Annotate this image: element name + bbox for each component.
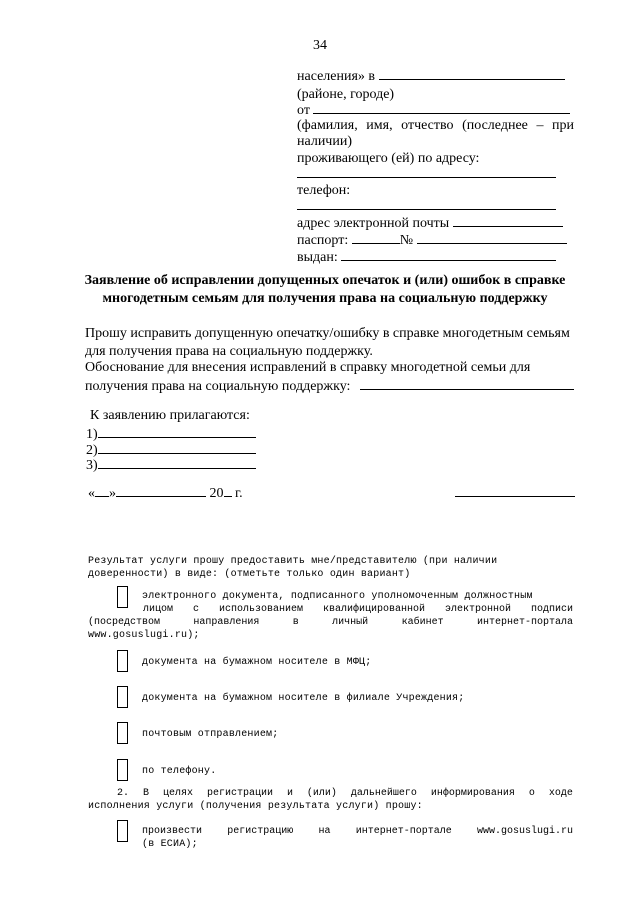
- label-word: лицом: [143, 604, 174, 615]
- intro-word: информирования: [430, 788, 515, 799]
- from-label: от: [297, 103, 310, 118]
- from-input-line[interactable]: [313, 100, 570, 114]
- registration-intro-line: [117, 788, 573, 799]
- label-word: электронной: [444, 604, 511, 615]
- phone-input-line[interactable]: [297, 209, 556, 210]
- attachment-index: 3): [86, 458, 98, 473]
- phone-label: телефон:: [297, 183, 351, 198]
- district-hint: (районе, городе): [297, 87, 395, 102]
- attachment-input-line[interactable]: [98, 440, 256, 454]
- registration-intro-line: исполнения услуги (получения результата услуги) прошу:: [88, 801, 423, 812]
- from-field-row: [297, 100, 570, 119]
- fio-hint-end: наличии): [297, 134, 352, 149]
- email-input-line[interactable]: [453, 213, 563, 227]
- intro-word: В: [142, 788, 149, 799]
- date-year-prefix: 20: [209, 486, 224, 501]
- label-word: использованием: [218, 604, 303, 615]
- fio-hint-line: [297, 118, 574, 134]
- label-word: регистрацию: [227, 826, 294, 837]
- issued-field-row: [297, 247, 556, 266]
- label-word: на: [318, 826, 331, 837]
- intro-word: и: [286, 788, 293, 799]
- attachments-heading: К заявлению прилагаются:: [90, 408, 250, 423]
- date-year-line[interactable]: [224, 483, 232, 497]
- locality-label: населения» в: [297, 69, 376, 84]
- register-esia-label-end: (в ЕСИА);: [142, 839, 198, 850]
- fio-hint-word: (последнее: [462, 118, 528, 133]
- locality-field-row: [297, 66, 565, 85]
- result-mfc-checkbox[interactable]: [117, 650, 128, 672]
- label-word: направления: [193, 617, 260, 628]
- label-word: кабинет: [401, 617, 444, 628]
- result-intro-line: Результат услуги прошу предоставить мне/представителю (при наличии: [88, 556, 498, 567]
- justification-input-line[interactable]: [360, 376, 574, 390]
- document-title-line: многодетным семьям для получения права на социальную поддержку: [102, 291, 548, 306]
- date-row: [88, 483, 243, 502]
- passport-number-sign: №: [399, 233, 414, 248]
- label-word: www.gosuslugi.ru: [476, 826, 573, 837]
- justification-field-row: [85, 376, 574, 395]
- fio-hint-word: (фамилия,: [297, 118, 358, 133]
- attachment-index: 2): [86, 443, 98, 458]
- label-word: в: [292, 617, 299, 628]
- label-word: с: [192, 604, 199, 615]
- register-esia-label-line: [142, 826, 573, 837]
- passport-label: паспорт:: [297, 233, 349, 248]
- result-electronic-label-line: [88, 617, 573, 628]
- request-line: Прошу исправить допущенную опечатку/ошибку в справке многодетным семьям: [85, 326, 570, 341]
- intro-word: ходе: [548, 788, 573, 799]
- result-intro-line: доверенности) в виде: (отметьте только один вариант): [88, 569, 411, 580]
- email-label: адрес электронной почты: [297, 216, 450, 231]
- attachment-input-line[interactable]: [98, 455, 256, 469]
- issued-label: выдан:: [297, 250, 338, 265]
- attachment-input-line[interactable]: [98, 424, 256, 438]
- label-word: подписи: [530, 604, 573, 615]
- attachment-index: 1): [86, 427, 98, 442]
- address-label: проживающего (ей) по адресу:: [297, 151, 480, 166]
- justification-line: Обоснование для внесения исправлений в справку многодетной семьи для: [85, 360, 531, 375]
- document-title: [60, 272, 590, 308]
- fio-hint-word: имя,: [366, 118, 393, 133]
- request-line: для получения права на социальную поддержку.: [85, 344, 373, 359]
- result-electronic-checkbox[interactable]: [117, 586, 128, 608]
- document-title-line: Заявление об исправлении допущенных опечаток и (или) ошибок в справке: [84, 273, 566, 288]
- label-word: произвести: [142, 826, 203, 837]
- register-esia-checkbox[interactable]: [117, 820, 128, 842]
- label-word: интернет-портала: [476, 617, 573, 628]
- label-word: интернет-портале: [355, 826, 452, 837]
- passport-number-line[interactable]: [417, 230, 567, 244]
- fio-hint-word: при: [552, 118, 574, 133]
- label-word: квалифицированной: [322, 604, 425, 615]
- intro-word: регистрации: [206, 788, 273, 799]
- passport-series-line[interactable]: [352, 230, 400, 244]
- page-number: 34: [313, 38, 327, 53]
- result-mail-checkbox[interactable]: [117, 722, 128, 744]
- label-word: (посредством: [88, 617, 161, 628]
- issued-input-line[interactable]: [341, 247, 556, 261]
- attachment-row: [86, 455, 256, 474]
- intro-word: целях: [162, 788, 193, 799]
- intro-word: (или): [306, 788, 337, 799]
- date-close-quote: »: [109, 486, 116, 501]
- result-phone-label: по телефону.: [142, 766, 217, 777]
- result-phone-checkbox[interactable]: [117, 759, 128, 781]
- label-word: личный: [332, 617, 369, 628]
- fio-hint-word: отчество: [401, 118, 454, 133]
- result-branch-label: документа на бумажном носителе в филиале Учреждения;: [142, 693, 465, 704]
- result-electronic-label: электронного документа, подписанного уполномоченным должностным: [142, 591, 533, 602]
- date-day-line[interactable]: [95, 483, 109, 497]
- date-open-quote: «: [88, 486, 95, 501]
- result-mfc-label: документа на бумажном носителе в МФЦ;: [142, 657, 372, 668]
- signature-line[interactable]: [455, 496, 575, 497]
- address-input-line[interactable]: [297, 177, 556, 178]
- intro-word: о: [528, 788, 535, 799]
- result-mail-label: почтовым отправлением;: [142, 729, 279, 740]
- result-electronic-label-end: www.gosuslugi.ru);: [88, 630, 200, 641]
- intro-word: дальнейшего: [350, 788, 417, 799]
- locality-input-line[interactable]: [379, 66, 565, 80]
- date-year-suffix: г.: [235, 486, 243, 501]
- fio-hint-word: –: [536, 118, 544, 133]
- result-branch-checkbox[interactable]: [117, 686, 128, 708]
- result-electronic-label-line: [143, 604, 573, 615]
- justification-label: получения права на социальную поддержку:: [85, 379, 351, 394]
- intro-word: 2.: [117, 788, 130, 799]
- date-month-line[interactable]: [116, 483, 206, 497]
